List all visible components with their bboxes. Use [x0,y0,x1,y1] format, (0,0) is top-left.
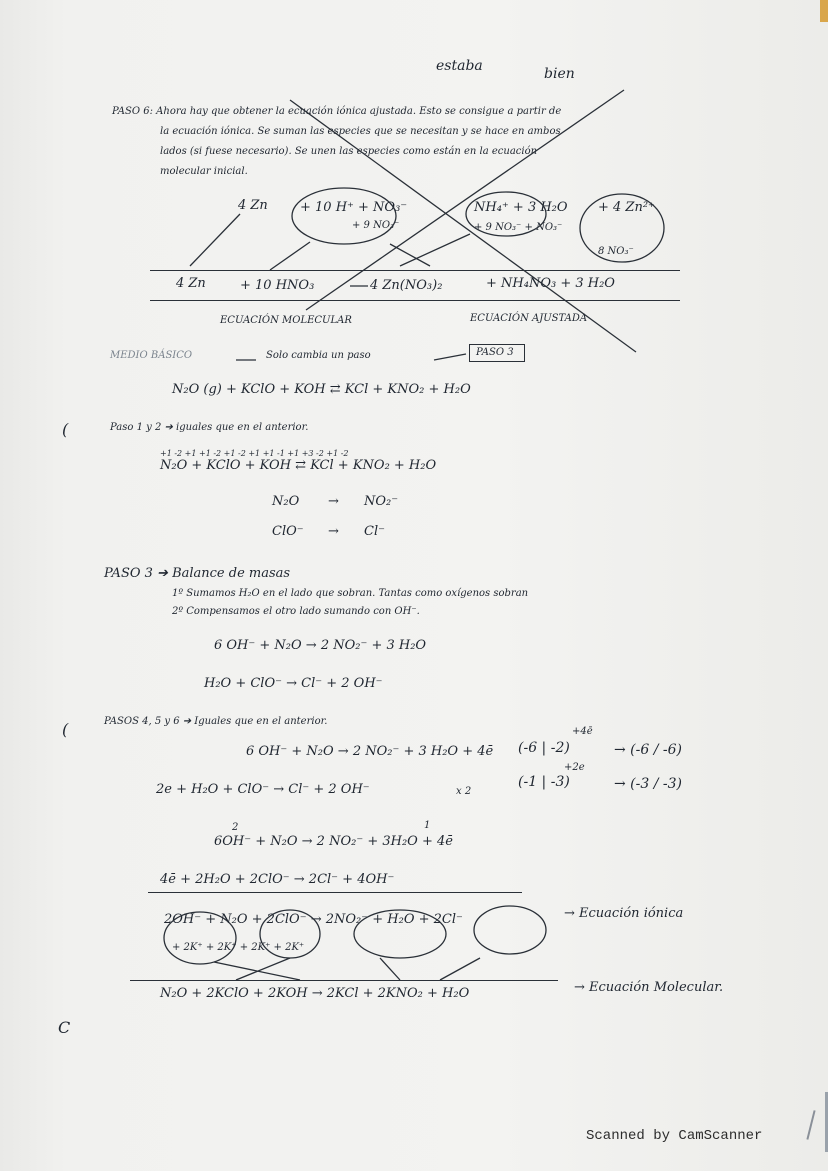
margin-mark-2: ( [62,720,69,739]
row-bottom-products: + NH₄NO₃ + 3 H₂O [486,276,615,291]
medio-eq-2: N₂O + KClO + KOH ⇄ KCl + KNO₂ + H₂O [160,458,437,473]
row-top-no3-extra: + 9 NO₃⁻ [352,220,400,231]
circle-h-no3 [292,188,396,244]
plus-4e: +4ē [572,726,593,737]
paso-3-box [469,344,525,362]
paso6-line-2: la ecuación iónica. Se suman las especies que se necesitan y se hace en ambos [160,126,561,137]
row-top-no3-group: + 9 NO₃⁻ + NO₃⁻ [474,222,563,233]
medio-basico-title: MEDIO BÁSICO [110,350,193,361]
pasos-eq-a: 6 OH⁻ + N₂O → 2 NO₂⁻ + 3 H₂O + 4ē [246,744,494,759]
half-2-left: ClO⁻ [272,524,304,539]
arrow-k-cross-2 [236,958,290,980]
arrow-hno3-down [270,242,310,270]
row-bottom-zn-no3: 4 Zn(NO₃)₂ [370,278,443,293]
half-1-right: NO₂⁻ [364,494,399,509]
half-2-arrow: → [328,524,339,539]
row-bottom-zn: 4 Zn [176,276,206,291]
oxidation-numbers: +1 -2 +1 +1 -2 +1 -2 +1 +1 -1 +1 +3 -2 +1 -2 [160,449,349,458]
charge-b: (-1 | -3) [518,774,570,790]
scanner-watermark: Scanned by CamScanner [586,1128,763,1144]
paso3-eq-a: 6 OH⁻ + N₂O → 2 NO₂⁻ + 3 H₂O [214,638,427,653]
paso6-line-4: molecular inicial. [160,166,248,177]
arrow-k-cross-4 [440,958,480,980]
row-top-h-no3: + 10 H⁺ + NO₃⁻ [300,200,408,215]
row-top-zn: 4 Zn [238,198,268,213]
paso3-eq-b: H₂O + ClO⁻ → Cl⁻ + 2 OH⁻ [204,676,383,691]
page-edge-tab [820,0,828,22]
margin-mark-1: ( [62,420,69,439]
label-molecular-eq: ECUACIÓN MOLECULAR [220,315,352,326]
circle-2cl [474,906,546,954]
margin-mark-3: C [58,1018,71,1037]
ionic-equation: 2OH⁻ + N₂O + 2ClO⁻ → 2NO₂⁻ + H₂O + 2Cl⁻ [164,912,463,927]
row-top-nh4-h2o: NH₄⁺ + 3 H₂O [474,200,568,215]
potassium-row: + 2K⁺ + 2K⁺ + 2K⁺ + 2K⁺ [172,942,305,953]
paso-1-2-note: Paso 1 y 2 ➔ iguales que en el anterior. [110,422,309,433]
half-1-arrow: → [328,494,339,509]
paso3-step-2: 2º Compensamos el otro lado sumando con OH⁻. [172,606,420,617]
separator-line-2 [150,300,680,301]
eq-c-superscript: 2 [232,822,239,833]
charge-b-result: → (-3 / -3) [614,776,682,792]
separator-line-4 [130,980,558,981]
charge-a: (-6 | -2) [518,740,570,756]
label-ionic: → Ecuación iónica [564,906,684,921]
pasos456-title: PASOS 4, 5 y 6 ➔ Iguales que en el anterior. [104,716,328,727]
row-top-8no3: 8 NO₃⁻ [598,246,634,257]
arrow-k-cross-3 [380,958,400,980]
arrow-zn-down [190,214,240,266]
separator-line-1 [150,270,680,271]
arrow-no3-cross [400,234,470,266]
arrow-k-cross-1 [214,962,300,980]
label-adjusted-eq: ECUACIÓN AJUSTADA [470,313,588,324]
plus-2e: +2e [564,762,585,773]
paso-3-tag: PASO 3 [476,347,514,358]
header-note-left: estaba [436,58,483,74]
page-edge-mark [806,1110,815,1140]
label-molecular: → Ecuación Molecular. [574,980,724,995]
molecular-equation: N₂O + 2KClO + 2KOH → 2KCl + 2KNO₂ + H₂O [160,986,470,1001]
eq-c-superscript-2: 1 [424,820,431,831]
arrow-paso3 [434,354,466,360]
paso3-title: PASO 3 ➔ Balance de masas [104,566,291,581]
medio-eq-1: N₂O (g) + KClO + KOH ⇄ KCl + KNO₂ + H₂O [172,382,471,397]
pasos-eq-b: 2e + H₂O + ClO⁻ → Cl⁻ + 2 OH⁻ [156,782,370,797]
arrow-to-zn-no3 [390,244,430,266]
charge-a-result: → (-6 / -6) [614,742,682,758]
paso6-line-3: lados (si fuese necesario). Se unen las especies como están en la ecuación [160,146,538,157]
paso6-line-1: PASO 6: Ahora hay que obtener la ecuación iónica ajustada. Esto se consigue a partir de [112,106,562,117]
pasos-eq-c: 6OH⁻ + N₂O → 2 NO₂⁻ + 3H₂O + 4ē [214,834,453,849]
half-1-left: N₂O [272,494,300,509]
pasos-eq-d: 4ē + 2H₂O + 2ClO⁻ → 2Cl⁻ + 4OH⁻ [160,872,395,887]
row-bottom-hno3: + 10 HNO₃ [240,278,315,293]
multiply-by-2: x 2 [456,786,472,797]
header-note-right: bien [544,66,575,82]
row-top-zn-ion: + 4 Zn²⁺ [598,200,655,215]
half-2-right: Cl⁻ [364,524,385,539]
paso3-step-1: 1º Sumamos H₂O en el lado que sobran. Tantas como oxígenos sobran [172,588,529,599]
medio-basico-note: Solo cambia un paso [266,350,371,361]
separator-line-3 [148,892,522,893]
